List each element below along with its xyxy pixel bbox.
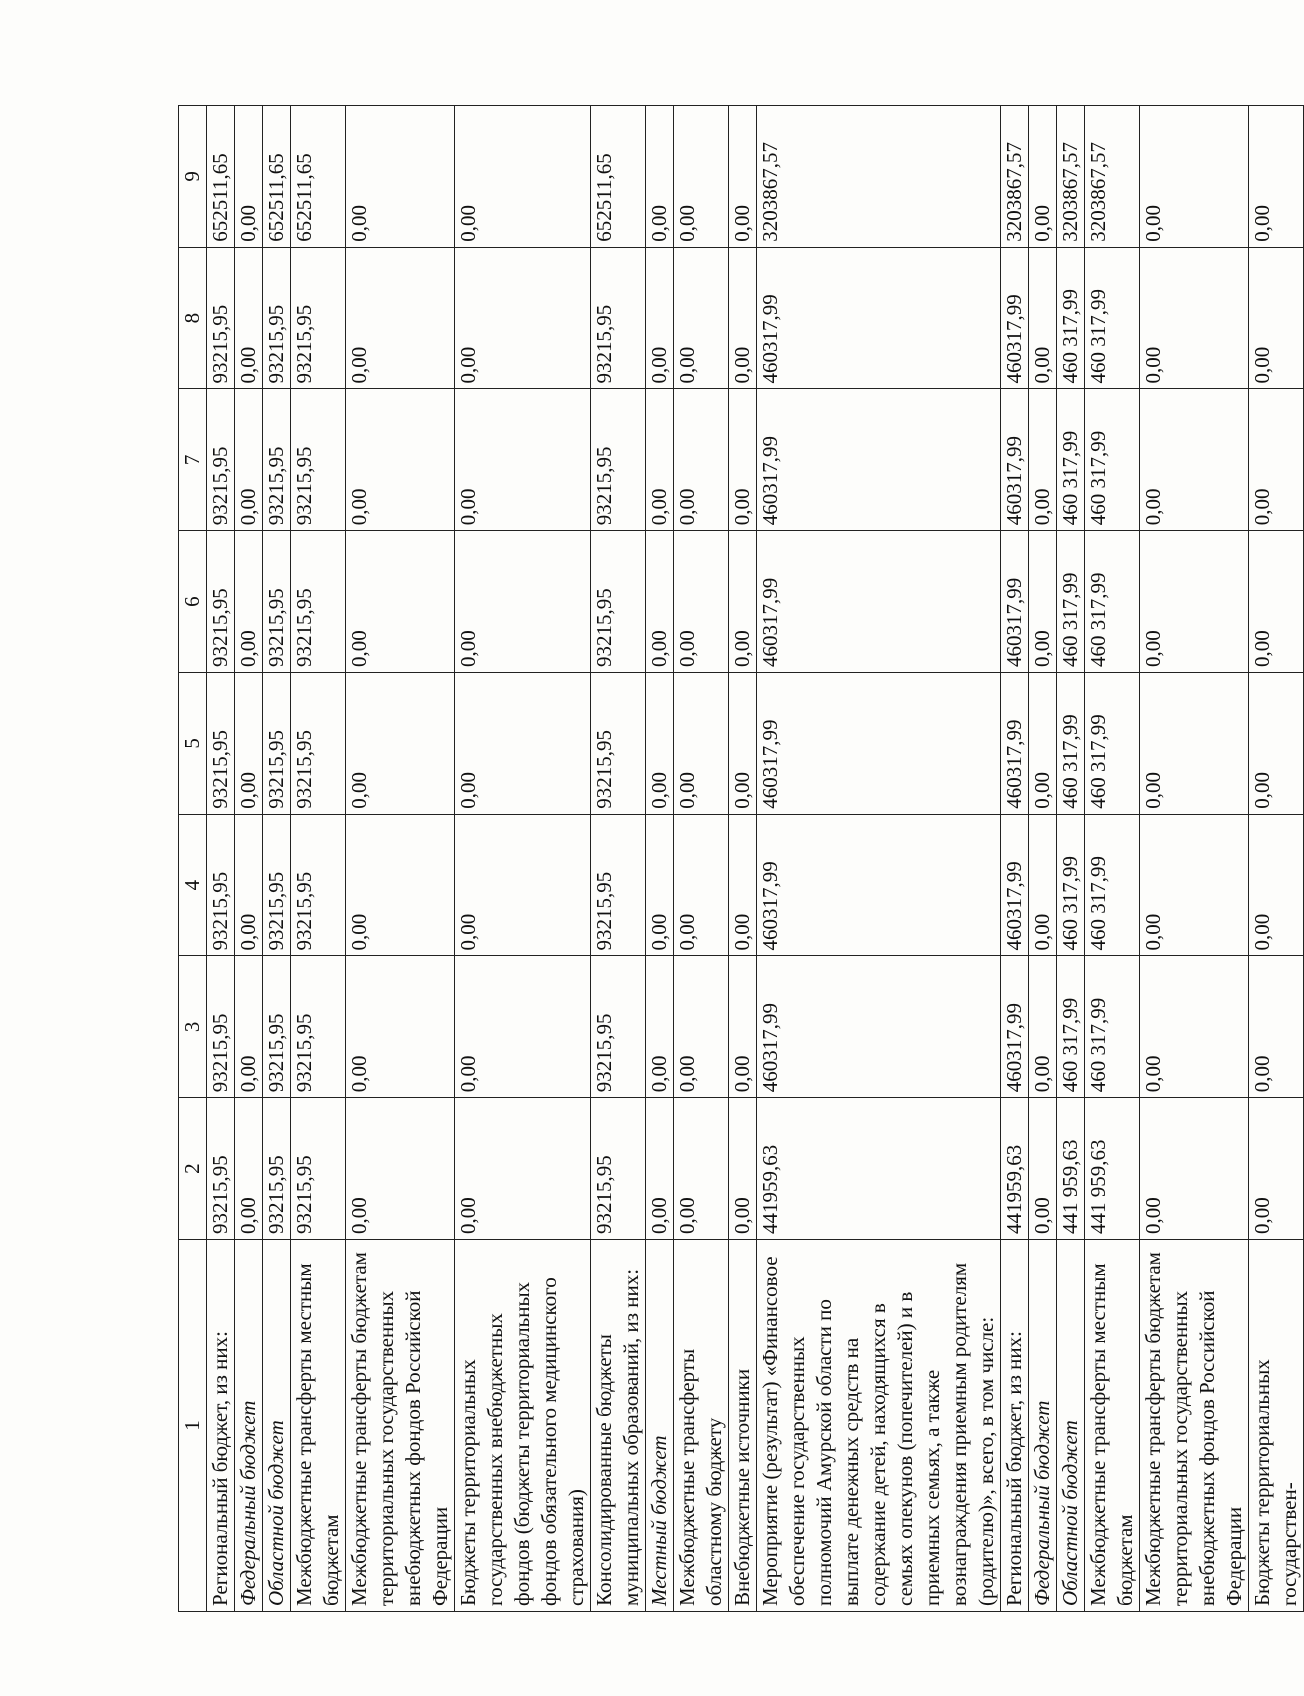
row-label: Областной бюджет: [1057, 1240, 1085, 1612]
value-cell: 460 317,99: [1085, 389, 1140, 531]
table-row: [235, 106, 263, 1612]
value-cell: 0,00: [729, 531, 757, 673]
column-header: 6: [179, 531, 207, 673]
value-cell: 93215,95: [591, 814, 646, 956]
value-cell: 93215,95: [263, 673, 291, 815]
value-cell: 93215,95: [263, 814, 291, 956]
value-cell: 460317,99: [1001, 389, 1029, 531]
value-cell: 460 317,99: [1085, 673, 1140, 815]
table-row: [1029, 106, 1057, 1612]
value-cell: 93215,95: [291, 1098, 346, 1240]
value-cell: 460317,99: [1001, 673, 1029, 815]
value-cell: 93215,95: [291, 673, 346, 815]
row-label: Областной бюджет: [263, 1240, 291, 1612]
column-header: 1: [179, 1240, 207, 1612]
table-row: [455, 106, 591, 1612]
value-cell: 93215,95: [591, 531, 646, 673]
value-cell: 0,00: [1249, 814, 1304, 956]
value-cell: 0,00: [235, 247, 263, 389]
value-cell: 0,00: [1140, 531, 1249, 673]
value-cell: 441959,63: [757, 1098, 1001, 1240]
value-cell: 93215,95: [207, 247, 235, 389]
value-cell: 0,00: [729, 247, 757, 389]
row-label: Консолидированные бюджеты муниципальных образований, из них:: [591, 1240, 646, 1612]
value-cell: 3203867,57: [1057, 106, 1085, 248]
value-cell: 0,00: [646, 531, 674, 673]
value-cell: 0,00: [455, 389, 591, 531]
value-cell: 93215,95: [263, 531, 291, 673]
value-cell: 460317,99: [757, 673, 1001, 815]
value-cell: 3203867,57: [1085, 106, 1140, 248]
value-cell: 0,00: [646, 673, 674, 815]
table-row: [291, 106, 346, 1612]
value-cell: 0,00: [1140, 673, 1249, 815]
value-cell: 0,00: [346, 247, 455, 389]
value-cell: 0,00: [455, 673, 591, 815]
rotated-page: [178, 106, 1301, 1612]
column-header: 3: [179, 956, 207, 1098]
value-cell: 0,00: [1249, 673, 1304, 815]
value-cell: 652511,65: [263, 106, 291, 248]
column-header: 5: [179, 673, 207, 815]
row-label: Межбюджетные трансферты бюджетам территориальных государственных внебюджетных фондов Российской Федерации: [1140, 1240, 1249, 1612]
row-label: Межбюджетные трансферты бюджетам территориальных государственных внебюджетных фондов Российской Федерации: [346, 1240, 455, 1612]
value-cell: 93215,95: [291, 389, 346, 531]
row-label: Межбюджетные трансферты местным бюджетам: [1085, 1240, 1140, 1612]
value-cell: 0,00: [1249, 389, 1304, 531]
value-cell: 460 317,99: [1085, 247, 1140, 389]
value-cell: 0,00: [674, 106, 729, 248]
value-cell: 441959,63: [1001, 1098, 1029, 1240]
table-row: [1001, 106, 1029, 1612]
row-label: Бюджеты территориальных государственных внебюджетных фондов (бюджеты территориальных фондов обязательного медицинского страхования): [455, 1240, 591, 1612]
value-cell: 0,00: [1029, 956, 1057, 1098]
value-cell: 460317,99: [1001, 956, 1029, 1098]
table-row: [674, 106, 729, 1612]
value-cell: 0,00: [1249, 1098, 1304, 1240]
value-cell: 460317,99: [1001, 814, 1029, 956]
value-cell: 0,00: [455, 247, 591, 389]
value-cell: 93215,95: [207, 1098, 235, 1240]
value-cell: 0,00: [1249, 956, 1304, 1098]
value-cell: 93215,95: [207, 673, 235, 815]
value-cell: 460317,99: [757, 956, 1001, 1098]
value-cell: 3203867,57: [1001, 106, 1029, 248]
value-cell: 0,00: [674, 247, 729, 389]
value-cell: 93215,95: [207, 531, 235, 673]
table-row: [591, 106, 646, 1612]
value-cell: 0,00: [729, 814, 757, 956]
value-cell: 0,00: [729, 956, 757, 1098]
value-cell: 0,00: [346, 531, 455, 673]
value-cell: 0,00: [1029, 389, 1057, 531]
value-cell: 93215,95: [291, 247, 346, 389]
value-cell: 93215,95: [291, 531, 346, 673]
value-cell: 0,00: [674, 814, 729, 956]
value-cell: 0,00: [455, 1098, 591, 1240]
row-label: Мероприятие (результат) «Финансовое обеспечение государственных полномочий Амурской области по выплате денежных средств на содержание детей, находящихся в семьях опекунов (попечителей) и в приемных семьях, а также вознаграждения приемным родителям (родителю)», всего, в том числе:: [757, 1240, 1001, 1612]
value-cell: 0,00: [1140, 106, 1249, 248]
value-cell: 3203867,57: [757, 106, 1001, 248]
value-cell: 441 959,63: [1085, 1098, 1140, 1240]
value-cell: 460 317,99: [1057, 389, 1085, 531]
value-cell: 0,00: [674, 1098, 729, 1240]
value-cell: 460317,99: [757, 247, 1001, 389]
value-cell: 0,00: [646, 1098, 674, 1240]
value-cell: 441 959,63: [1057, 1098, 1085, 1240]
value-cell: 0,00: [235, 814, 263, 956]
value-cell: 460 317,99: [1057, 814, 1085, 956]
value-cell: 0,00: [346, 814, 455, 956]
budget-table: [178, 105, 1304, 1612]
value-cell: 652511,65: [591, 106, 646, 248]
value-cell: 652511,65: [207, 106, 235, 248]
value-cell: 460 317,99: [1057, 956, 1085, 1098]
column-header: 8: [179, 247, 207, 389]
value-cell: 0,00: [729, 673, 757, 815]
value-cell: 93215,95: [263, 247, 291, 389]
value-cell: 0,00: [646, 106, 674, 248]
value-cell: 0,00: [674, 389, 729, 531]
value-cell: 0,00: [1140, 956, 1249, 1098]
value-cell: 0,00: [729, 389, 757, 531]
value-cell: 0,00: [646, 389, 674, 531]
column-header: 2: [179, 1098, 207, 1240]
value-cell: 0,00: [235, 673, 263, 815]
value-cell: 0,00: [729, 1098, 757, 1240]
value-cell: 0,00: [235, 956, 263, 1098]
value-cell: 0,00: [1029, 1098, 1057, 1240]
value-cell: 93215,95: [263, 389, 291, 531]
value-cell: 0,00: [1029, 106, 1057, 248]
value-cell: 0,00: [455, 814, 591, 956]
table-row: [729, 106, 757, 1612]
column-header: 9: [179, 106, 207, 248]
value-cell: 93215,95: [591, 247, 646, 389]
row-label: Федеральный бюджет: [235, 1240, 263, 1612]
value-cell: 0,00: [1249, 247, 1304, 389]
table-row: [1057, 106, 1085, 1612]
table-row: [1140, 106, 1249, 1612]
value-cell: 0,00: [346, 106, 455, 248]
value-cell: 460317,99: [757, 814, 1001, 956]
value-cell: 0,00: [455, 531, 591, 673]
header-row: [179, 106, 207, 1612]
value-cell: 93215,95: [291, 956, 346, 1098]
table-row: [1085, 106, 1140, 1612]
row-label: Федеральный бюджет: [1029, 1240, 1057, 1612]
column-header: 7: [179, 389, 207, 531]
value-cell: 93215,95: [591, 1098, 646, 1240]
value-cell: 0,00: [346, 956, 455, 1098]
value-cell: 0,00: [674, 531, 729, 673]
value-cell: 93215,95: [591, 673, 646, 815]
table-row: [207, 106, 235, 1612]
value-cell: 0,00: [1249, 106, 1304, 248]
row-label: Межбюджетные трансферты местным бюджетам: [291, 1240, 346, 1612]
value-cell: 93215,95: [591, 956, 646, 1098]
value-cell: 93215,95: [207, 389, 235, 531]
value-cell: 93215,95: [263, 1098, 291, 1240]
value-cell: 0,00: [455, 956, 591, 1098]
value-cell: 460 317,99: [1057, 247, 1085, 389]
value-cell: 0,00: [674, 673, 729, 815]
value-cell: 0,00: [235, 389, 263, 531]
value-cell: 460317,99: [757, 531, 1001, 673]
table-body: [207, 106, 1304, 1612]
value-cell: 0,00: [235, 1098, 263, 1240]
value-cell: 0,00: [1140, 389, 1249, 531]
row-label: Внебюджетные источники: [729, 1240, 757, 1612]
value-cell: 0,00: [646, 247, 674, 389]
value-cell: 460 317,99: [1057, 531, 1085, 673]
value-cell: 0,00: [346, 673, 455, 815]
value-cell: 0,00: [455, 106, 591, 248]
value-cell: 0,00: [646, 956, 674, 1098]
value-cell: 652511,65: [291, 106, 346, 248]
table-row: [646, 106, 674, 1612]
row-label: Межбюджетные трансферты областному бюджету: [674, 1240, 729, 1612]
value-cell: 0,00: [1140, 247, 1249, 389]
row-label: Региональный бюджет, из них:: [1001, 1240, 1029, 1612]
table-row: [346, 106, 455, 1612]
value-cell: 0,00: [235, 531, 263, 673]
value-cell: 0,00: [1029, 814, 1057, 956]
column-header: 4: [179, 814, 207, 956]
row-label: Бюджеты территориальных государствен-: [1249, 1240, 1304, 1612]
table-row: [1249, 106, 1304, 1612]
value-cell: 93215,95: [207, 814, 235, 956]
value-cell: 93215,95: [291, 814, 346, 956]
value-cell: 460 317,99: [1085, 956, 1140, 1098]
value-cell: 0,00: [1140, 814, 1249, 956]
value-cell: 93215,95: [263, 956, 291, 1098]
value-cell: 0,00: [1140, 1098, 1249, 1240]
value-cell: 0,00: [235, 106, 263, 248]
value-cell: 0,00: [346, 389, 455, 531]
value-cell: 0,00: [674, 956, 729, 1098]
value-cell: 460 317,99: [1085, 531, 1140, 673]
value-cell: 0,00: [1029, 247, 1057, 389]
value-cell: 0,00: [1029, 531, 1057, 673]
value-cell: 0,00: [1029, 673, 1057, 815]
value-cell: 93215,95: [207, 956, 235, 1098]
row-label: Региональный бюджет, из них:: [207, 1240, 235, 1612]
value-cell: 0,00: [729, 106, 757, 248]
value-cell: 0,00: [646, 814, 674, 956]
value-cell: 460317,99: [757, 389, 1001, 531]
value-cell: 0,00: [346, 1098, 455, 1240]
value-cell: 460 317,99: [1057, 673, 1085, 815]
table-row: [263, 106, 291, 1612]
table-row: [757, 106, 1001, 1612]
value-cell: 460317,99: [1001, 531, 1029, 673]
value-cell: 93215,95: [591, 389, 646, 531]
value-cell: 0,00: [1249, 531, 1304, 673]
value-cell: 460317,99: [1001, 247, 1029, 389]
value-cell: 460 317,99: [1085, 814, 1140, 956]
row-label: Местный бюджет: [646, 1240, 674, 1612]
